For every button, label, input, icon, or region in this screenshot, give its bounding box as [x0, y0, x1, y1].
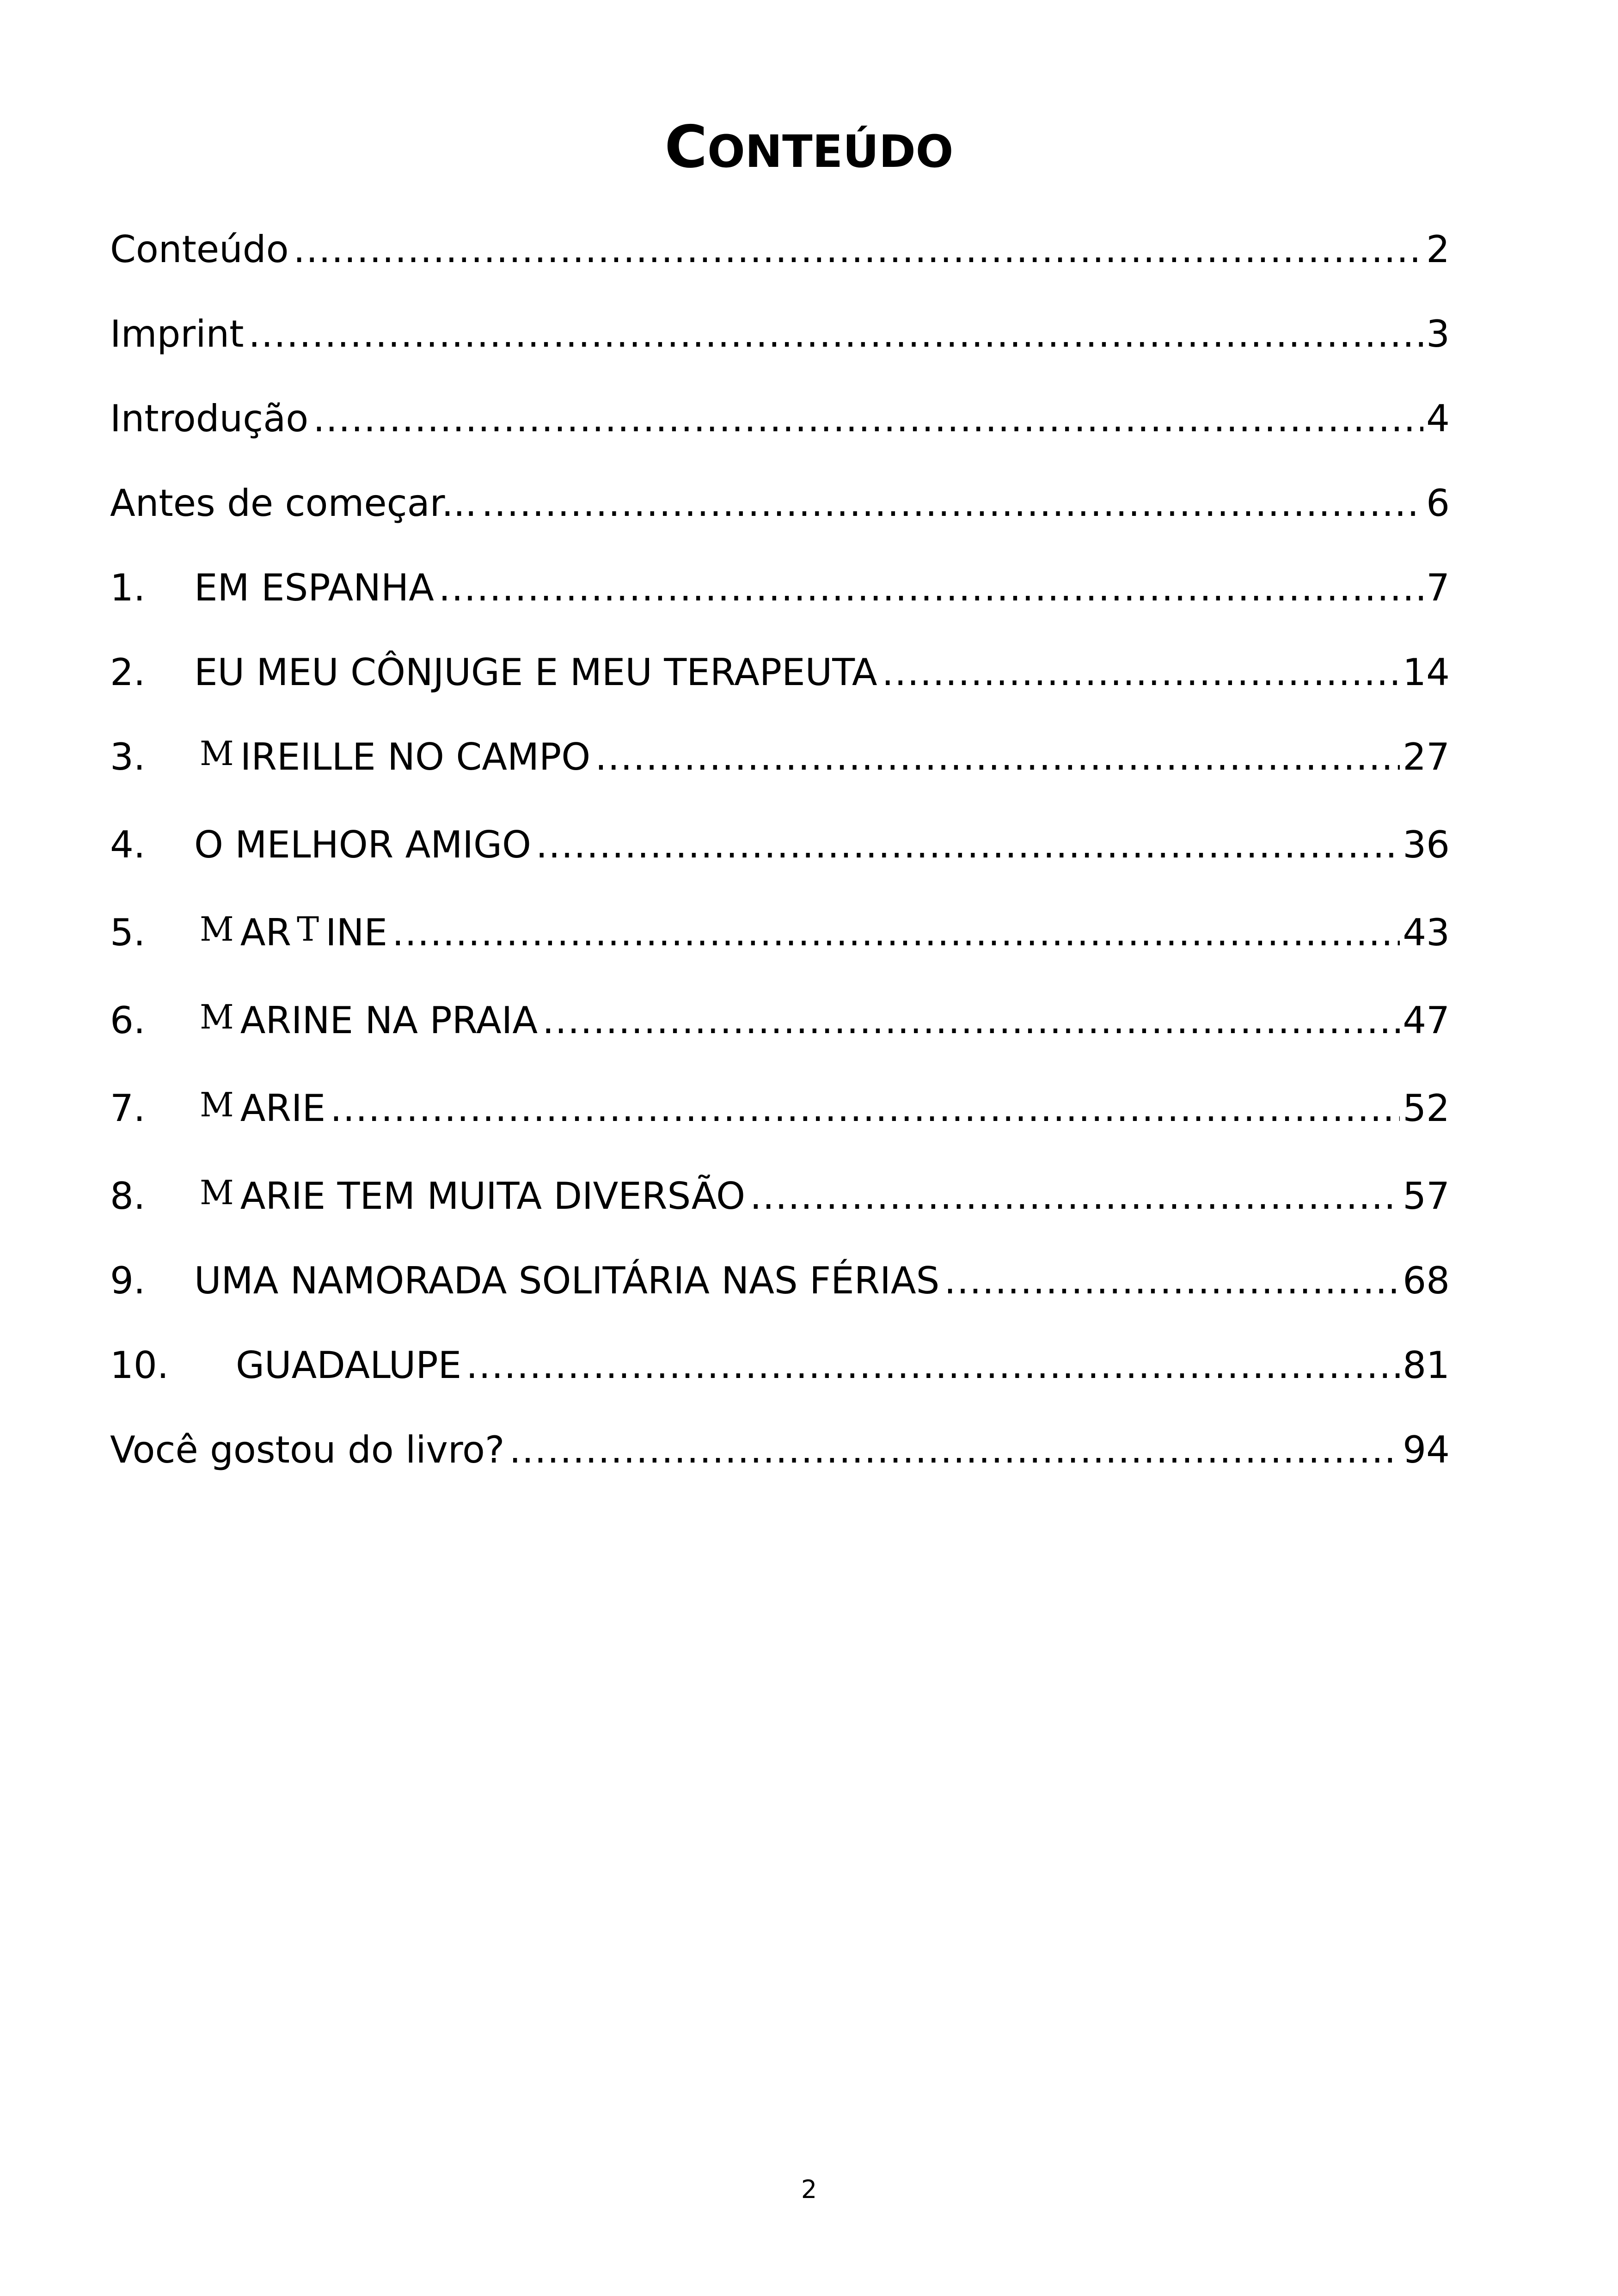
dot-leader [542, 1002, 1400, 1039]
toc-entry-initial: M [200, 1173, 234, 1212]
toc-entry-label [240, 910, 388, 954]
toc-entry-inner-initial: T [297, 910, 319, 949]
toc-entry-label-rest: INE [325, 911, 388, 954]
toc-entry-chapter-6[interactable] [110, 998, 1450, 1090]
toc-entry-page: 43 [1403, 911, 1450, 954]
toc-entry-label: UMA NAMORADA SOLITÁRIA NAS FÉRIAS [194, 1259, 940, 1302]
toc-entry-number: 6. [110, 999, 146, 1042]
dot-leader [750, 1178, 1400, 1215]
toc-entry-chapter-8[interactable] [110, 1173, 1450, 1262]
toc-entry-label-part: AR [240, 911, 292, 954]
toc-entry-chapter-4[interactable] [110, 823, 1450, 914]
toc-entry-page: 81 [1403, 1344, 1450, 1387]
dot-leader [294, 231, 1424, 268]
toc-entry-page: 57 [1403, 1175, 1450, 1218]
title-rest: ONTEÚDO [707, 126, 954, 178]
dot-leader [509, 1432, 1400, 1469]
toc-entry-page: 14 [1403, 651, 1450, 694]
toc-entry-label: ARINE NA PRAIA [240, 999, 538, 1042]
dot-leader [944, 1262, 1400, 1299]
toc-entry-label: EU MEU CÔNJUGE E MEU TERAPEUTA [194, 651, 877, 694]
table-of-contents [110, 228, 1450, 1516]
toc-entry-page: 4 [1426, 397, 1450, 440]
dot-leader [249, 316, 1424, 353]
toc-entry-initial: M [200, 734, 234, 773]
toc-entry-number: 5. [110, 911, 146, 954]
toc-entry-label: Você gostou do livro? [110, 1428, 505, 1471]
dot-leader [882, 654, 1400, 691]
toc-entry-chapter-9[interactable] [110, 1259, 1450, 1347]
toc-entry-label: Conteúdo [110, 228, 289, 271]
toc-entry-number: 4. [110, 823, 146, 866]
toc-entry-label: Introdução [110, 397, 309, 440]
toc-entry-initial: M [200, 910, 234, 949]
toc-entry-number: 9. [110, 1259, 146, 1302]
page-title [0, 113, 1618, 181]
toc-entry-chapter-2[interactable] [110, 651, 1450, 739]
toc-entry-antes-de-comecar[interactable] [110, 482, 1450, 569]
dot-leader [595, 739, 1400, 776]
toc-entry-introducao[interactable] [110, 397, 1450, 485]
toc-entry-label: ARIE [240, 1087, 326, 1130]
toc-entry-page: 3 [1426, 312, 1450, 355]
toc-entry-imprint[interactable] [110, 312, 1450, 400]
toc-entry-page: 2 [1426, 228, 1450, 271]
toc-entry-initial: M [200, 998, 234, 1036]
dot-leader [481, 485, 1423, 522]
toc-entry-page: 94 [1403, 1428, 1450, 1471]
toc-entry-label: Imprint [110, 312, 244, 355]
toc-entry-chapter-7[interactable] [110, 1085, 1450, 1178]
toc-entry-number: 7. [110, 1087, 146, 1130]
dot-leader [392, 914, 1400, 951]
toc-entry-chapter-3[interactable] [110, 734, 1450, 827]
dot-leader [536, 827, 1400, 863]
toc-entry-number: 8. [110, 1175, 146, 1218]
toc-entry-page: 7 [1426, 566, 1450, 609]
toc-entry-number: 3. [110, 735, 146, 778]
toc-entry-label: EM ESPANHA [194, 566, 434, 609]
page-number: 2 [801, 2175, 817, 2204]
toc-entry-label: IREILLE NO CAMPO [240, 735, 591, 778]
dot-leader [466, 1347, 1400, 1384]
toc-entry-initial: M [200, 1085, 234, 1124]
toc-entry-page: 27 [1403, 735, 1450, 778]
toc-entry-page: 68 [1403, 1259, 1450, 1302]
dot-leader [439, 569, 1423, 606]
dot-leader [330, 1090, 1400, 1127]
toc-entry-chapter-1[interactable] [110, 566, 1450, 654]
toc-entry-page: 52 [1403, 1087, 1450, 1130]
toc-entry-number: 1. [110, 566, 146, 609]
toc-entry-chapter-5[interactable] [110, 910, 1450, 1002]
toc-entry-page: 47 [1403, 999, 1450, 1042]
toc-entry-label: Antes de começar... [110, 482, 477, 525]
toc-entry-number: 10. [110, 1344, 169, 1387]
toc-entry-voce-gostou[interactable] [110, 1428, 1450, 1516]
title-initial: C [664, 113, 708, 181]
toc-entry-page: 36 [1403, 823, 1450, 866]
toc-entry-chapter-10[interactable] [110, 1344, 1450, 1432]
toc-entry-label: GUADALUPE [236, 1344, 462, 1387]
toc-entry-label: ARIE TEM MUITA DIVERSÃO [240, 1175, 746, 1218]
dot-leader [313, 400, 1423, 437]
toc-entry-number: 2. [110, 651, 146, 694]
toc-entry-label: O MELHOR AMIGO [194, 823, 531, 866]
toc-entry-page: 6 [1426, 482, 1450, 525]
toc-entry-conteudo[interactable] [110, 228, 1450, 316]
